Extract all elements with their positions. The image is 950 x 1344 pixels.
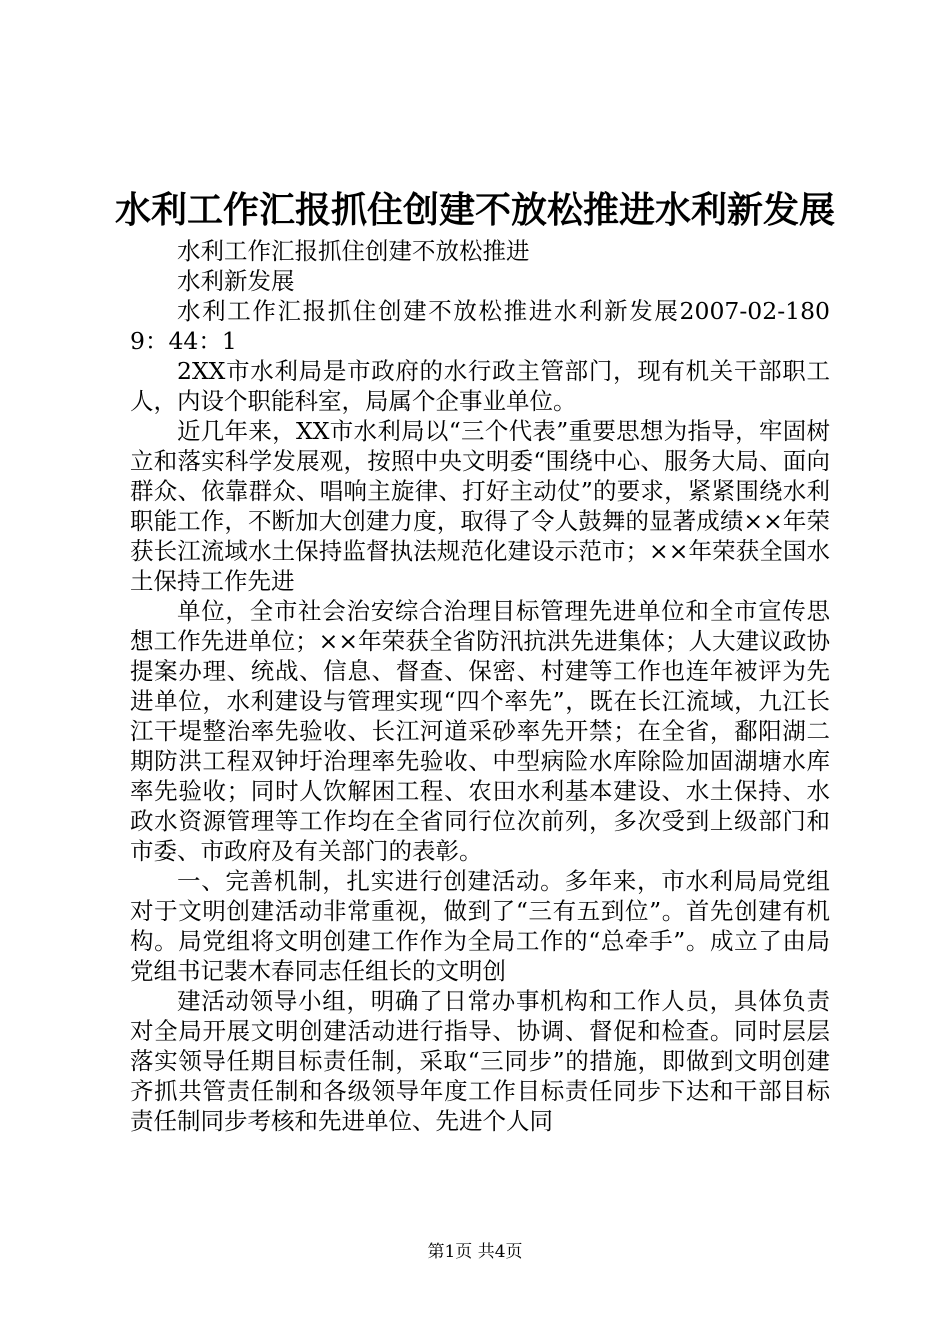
paragraph: 水利工作汇报抓住创建不放松推进水利新发展2007-02-1809：44：1 xyxy=(130,297,830,355)
page-footer: 第1页 共4页 xyxy=(427,1242,523,1262)
paragraph: 水利工作汇报抓住创建不放松推进 xyxy=(177,237,530,265)
paragraph: 一、完善机制，扎实进行创建活动。多年来，市水利局局党组对于文明创建活动非常重视，做到了“三有五到位”。首先创建有机构。局党组将文明创建工作作为全局工作的“总牵手”。成立了由局党组书记裴木春同志任组长的文明创 xyxy=(130,867,830,985)
paragraph: 单位，全市社会治安综合治理目标管理先进单位和全市宣传思想工作先进单位；××年荣获全省防汛抗洪先进集体；人大建议政协提案办理、统战、信息、督查、保密、村建等工作也连年被评为先进单位，水利建设与管理实现“四个率先”，既在长江流域，九江长江干堤整治率先验收、长江河道采砂率先开禁；在全省，鄱阳湖二期防洪工程双钟圩治理率先验收、中型病险水库除险加固湖塘水库率先验收；同时人饮解困工程、农田水利基本建设、水土保持、水政水资源管理等工作均在全省同行位次前列，多次受到上级部门和市委、市政府及有关部门的表彰。 xyxy=(130,597,830,865)
paragraph: 近几年来，XX市水利局以“三个代表”重要思想为指导，牢固树立和落实科学发展观，按照中央文明委“围绕中心、服务大局、面向群众、依靠群众、唱响主旋律、打好主动仗”的要求，紧紧围绕水利职能工作，不断加大创建力度，取得了令人鼓舞的显著成绩××年荣获长江流域水土保持监督执法规范化建设示范市；××年荣获全国水土保持工作先进 xyxy=(130,417,830,595)
paragraph: 2XX市水利局是市政府的水行政主管部门，现有机关干部职工人，内设个职能科室，局属个企事业单位。 xyxy=(130,357,830,415)
document-title: 水利工作汇报抓住创建不放松推进水利新发展 xyxy=(114,189,835,231)
paragraph: 水利新发展 xyxy=(177,267,295,295)
document-body xyxy=(130,236,830,1136)
paragraph: 建活动领导小组，明确了日常办事机构和工作人员，具体负责对全局开展文明创建活动进行指导、协调、督促和检查。同时层层落实领导任期目标责任制，采取“三同步”的措施，即做到文明创建齐抓共管责任制和各级领导年度工作目标责任同步下达和干部目标责任制同步考核和先进单位、先进个人同 xyxy=(130,987,830,1135)
